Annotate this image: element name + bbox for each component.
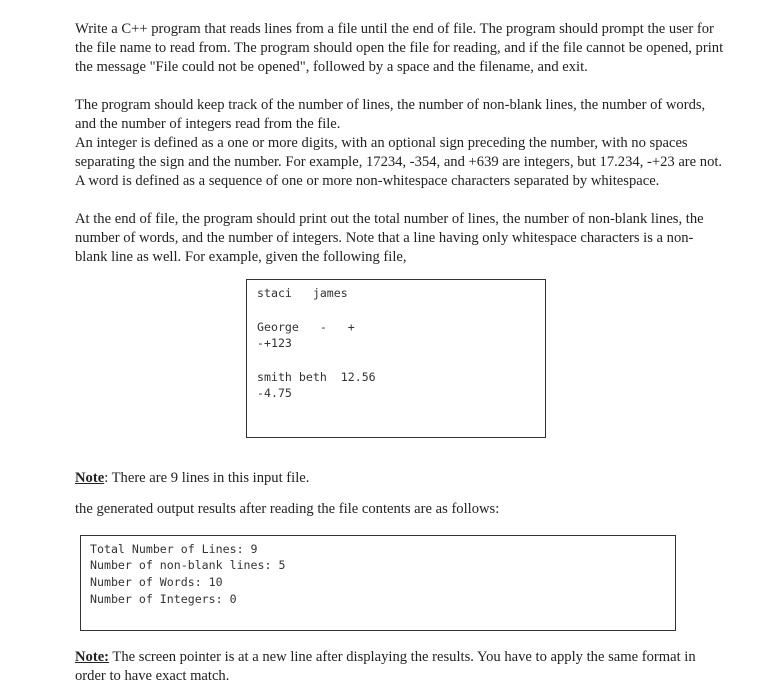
output-line: Total Number of Lines: 9 <box>90 542 258 556</box>
output-line: Number of Words: 10 <box>90 575 223 589</box>
input-file-line: -4.75 <box>257 386 292 400</box>
instructions-paragraph-2: The program should keep track of the number of lines, the number of non-blank lines, the number of words, and the number of integers read from the file. <box>75 97 706 132</box>
instructions-paragraph-3: An integer is defined as a one or more digits, with an optional sign preceding the number, with no spaces separating the sign and the number. For example, 17234, -354, and +639 are integers, but 17.234, -+23 are not. A word is defined as a sequence of one or more non-whitespace characters separated by whitespace. <box>75 135 723 189</box>
instructions-paragraph-4: At the end of file, the program should print out the total number of lines, the number of non-blank lines, the number of words, and the number of integers. Note that a line having only whitespace characters is a non-blank line as well. For example, given the following file, <box>75 211 704 265</box>
output-line: Number of non-blank lines: 5 <box>90 558 286 572</box>
output-intro: the generated output results after reading the file contents are as follows: <box>75 501 500 517</box>
note-screen-pointer <box>75 648 725 686</box>
input-file-line: staci james <box>257 286 348 300</box>
input-file-line: smith beth 12.56 <box>257 370 376 384</box>
note-lines-count <box>75 469 309 488</box>
input-file-line: George - + <box>257 320 355 334</box>
note-text: : There are 9 lines in this input file. <box>104 470 310 486</box>
note-label: Note: <box>75 649 110 665</box>
output-results-box <box>80 535 676 631</box>
note-label: Note <box>75 470 105 486</box>
instructions-paragraph-1: Write a C++ program that reads lines from a file until the end of file. The program should prompt the user for the file name to read from. The program should open the file for reading, and if the file cannot be opened, print the message "File could not be opened", followed by a space and the filename, and exit. <box>75 21 724 75</box>
input-file-line: -+123 <box>257 336 292 350</box>
input-file-box <box>246 279 546 438</box>
note-text: The screen pointer is at a new line after displaying the results. You have to apply the same format in order to have exact match. <box>75 649 696 684</box>
output-line: Number of Integers: 0 <box>90 592 237 606</box>
